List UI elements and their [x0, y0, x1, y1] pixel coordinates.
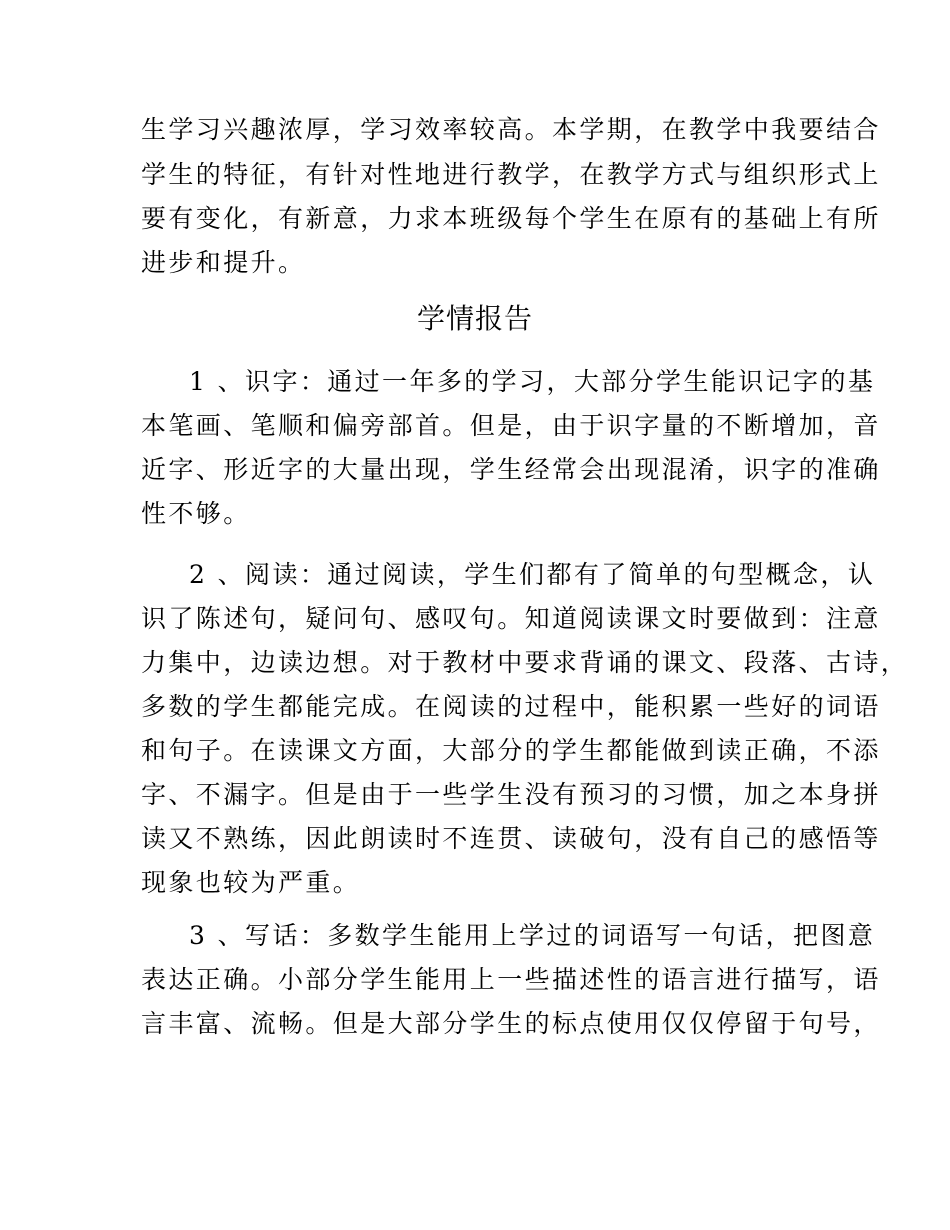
intro-line: 进步和提升。: [141, 248, 306, 277]
intro-line: 生学习兴趣浓厚，学习效率较高。本学期，在教学中我要结合: [141, 115, 881, 144]
section-1-line: 本笔画、笔顺和偏旁部首。但是，由于识字量的不断增加，音: [141, 411, 881, 440]
section-1-line: 性不够。: [141, 499, 251, 528]
section-3-line: 言丰富、流畅。但是大部分学生的标点使用仅仅停留于句号，: [141, 1009, 881, 1038]
section-2-line: 力集中，边读边想。对于教材中要求背诵的课文、段落、古诗，: [141, 648, 909, 677]
section-2-line: 识了陈述句，疑问句、感叹句。知道阅读课文时要做到：注意: [141, 604, 881, 633]
section-1-line: 近字、形近字的大量出现，学生经常会出现混淆，识字的准确: [141, 455, 881, 484]
section-2-line: 多数的学生都能完成。在阅读的过程中，能积累一些好的词语: [141, 692, 881, 721]
section-2-line: 现象也较为严重。: [141, 868, 361, 897]
document-title: 学情报告: [416, 302, 533, 335]
section-3-line: 3 、写话：多数学生能用上学过的词语写一句话，把图意: [189, 921, 876, 950]
intro-line: 学生的特征，有针对性地进行教学，在教学方式与组织形式上: [141, 160, 881, 189]
intro-line: 要有变化，有新意，力求本班级每个学生在原有的基础上有所: [141, 204, 881, 233]
section-2-line: 字、不漏字。但是由于一些学生没有预习的习惯，加之本身拼: [141, 780, 881, 809]
section-3-line: 表达正确。小部分学生能用上一些描述性的语言进行描写，语: [141, 965, 881, 994]
section-2-line: 和句子。在读课文方面，大部分的学生都能做到读正确，不添: [141, 736, 881, 765]
section-1-line: 1 、识字：通过一年多的学习，大部分学生能识记字的基: [189, 367, 876, 396]
section-2-line: 2 、阅读：通过阅读，学生们都有了简单的句型概念，认: [189, 560, 876, 589]
section-2-line: 读又不熟练，因此朗读时不连贯、读破句，没有自己的感悟等: [141, 824, 881, 853]
